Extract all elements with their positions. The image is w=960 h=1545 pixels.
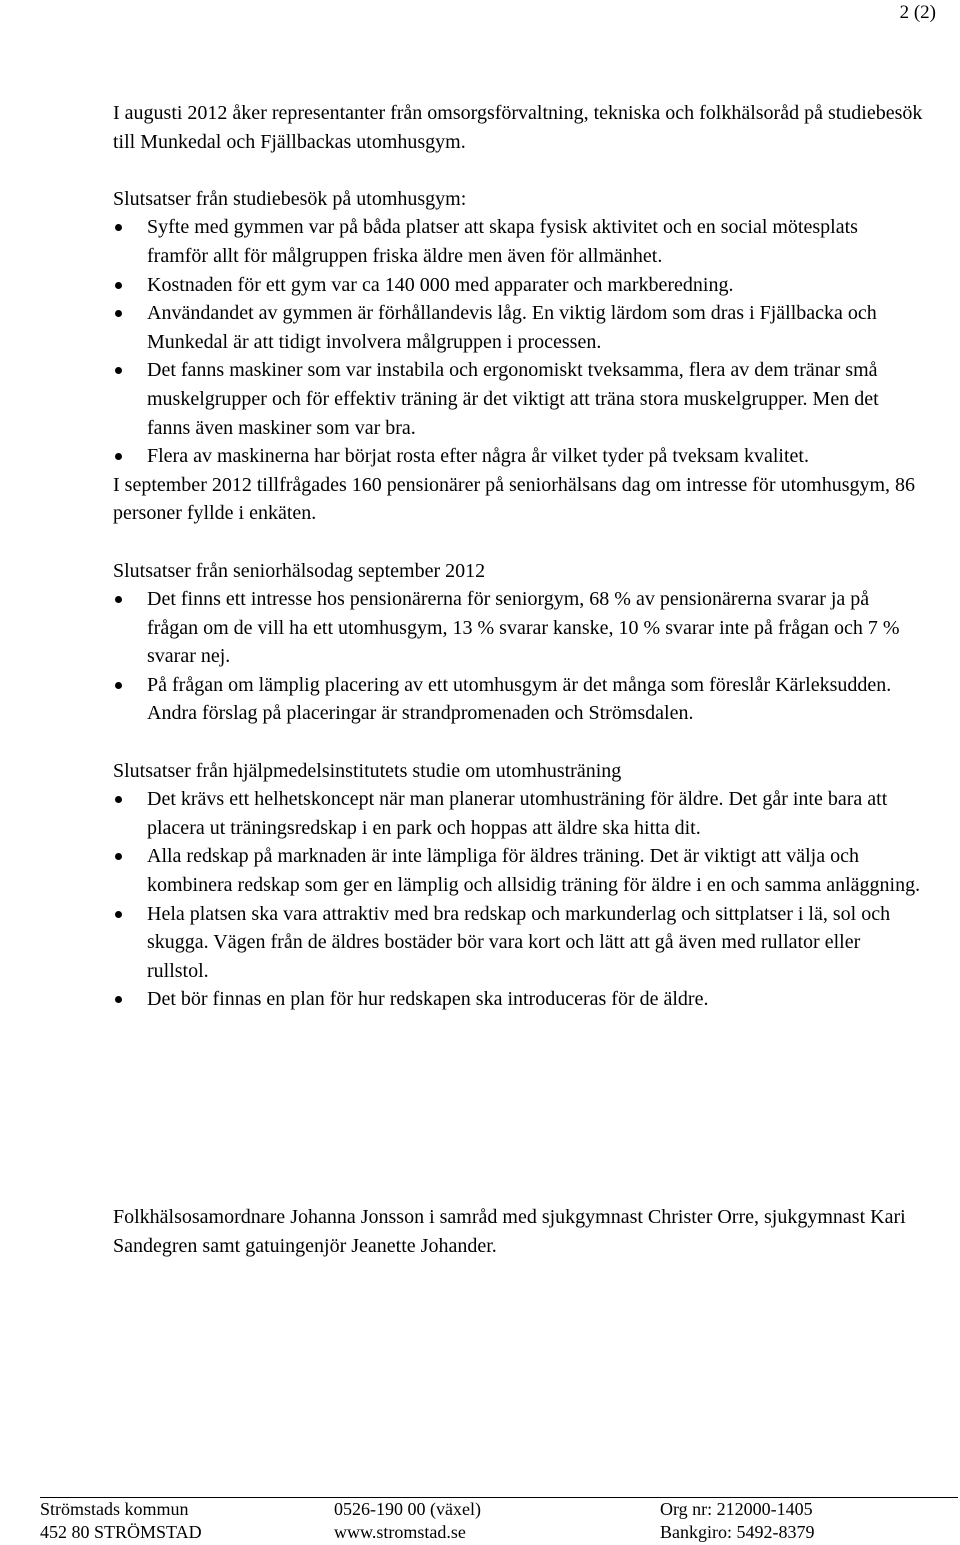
footer-address: 452 80 STRÖMSTAD [40,1522,202,1542]
list-item: Det fanns maskiner som var instabila och ergonomiskt tveksamma, flera av dem tränar små muskelgrupper och för effektiv träning är det viktigt att träna stora muskelgrupper. Men det fanns även maskiner som var bra. [113,356,923,442]
bullet-list-hjalpmedelsinstitutet [113,785,923,1014]
footer-row-1 [40,1498,958,1521]
signature-paragraph: Folkhälsosamordnare Johanna Jonsson i samråd med sjukgymnast Christer Orre, sjukgymnast Kari Sandegren samt gatuingenjör Jeanette Johander. [113,1206,906,1257]
list-item: Syfte med gymmen var på båda platser att skapa fysisk aktivitet och en social mötesplats framför allt för målgruppen friska äldre men även för allmänhet. [113,213,923,270]
page-footer [40,1497,958,1544]
bullet-list-seniorhalsodag [113,585,923,728]
section-heading-seniorhalsodag: Slutsatser från seniorhälsodag september 2012 [113,559,486,582]
list-item: Flera av maskinerna har börjat rosta efter några år vilket tyder på tveksam kvalitet. [113,442,923,471]
intro-paragraph: I augusti 2012 åker representanter från omsorgsförvaltning, tekniska och folkhälsoråd på studiebesök till Munkedal och Fjällbackas utomhusgym. [113,102,923,153]
september-paragraph: I september 2012 tillfrågades 160 pensionärer på seniorhälsans dag om intresse för utomhusgym, 86 personer fyllde i enkäten. [113,473,916,525]
section-heading-studiebesok: Slutsatser från studiebesök på utomhusgym: [113,187,467,210]
footer-row-2 [40,1521,958,1544]
bullet-list-studiebesok [113,213,923,470]
list-item: Det finns ett intresse hos pensionärerna för seniorgym, 68 % av pensionärerna svarar ja på frågan om de vill ha ett utomhusgym, 13 % svarar kanske, 10 % svarar inte på frågan och 7 % svarar nej. [113,585,923,671]
list-item: Det bör finnas en plan för hur redskapen ska introduceras för de äldre. [113,985,923,1014]
footer-org-nr: Org nr: 212000-1405 [660,1499,813,1519]
list-item: Alla redskap på marknaden är inte lämpliga för äldres träning. Det är viktigt att välja och kombinera redskap som ger en lämplig och allsidig träning för äldre i en och samma anläggning. [113,842,923,899]
page-number: 2 (2) [899,2,936,23]
list-item: Användandet av gymmen är förhållandevis låg. En viktig lärdom som dras i Fjällbacka och Munkedal är att tidigt involvera målgruppen i processen. [113,299,923,356]
footer-website: www.stromstad.se [334,1522,466,1542]
list-item: Kostnaden för ett gym var ca 140 000 med apparater och markberedning. [113,271,923,300]
list-item: Det krävs ett helhetskoncept när man planerar utomhusträning för äldre. Det går inte bara att placera ut träningsredskap i en park och hoppas att äldre ska hitta dit. [113,785,923,842]
list-item: På frågan om lämplig placering av ett utomhusgym är det många som föreslår Kärleksudden. Andra förslag på placeringar är strandpromenaden och Strömsdalen. [113,671,923,728]
footer-bankgiro: Bankgiro: 5492-8379 [660,1522,815,1542]
document-body [113,99,923,1014]
section-heading-hjalpmedelsinstitutet: Slutsatser från hjälpmedelsinstitutets studie om utomhusträning [113,759,622,782]
footer-phone: 0526-190 00 (växel) [334,1499,481,1519]
footer-org-name: Strömstads kommun [40,1499,189,1519]
list-item: Hela platsen ska vara attraktiv med bra redskap och markunderlag och sittplatser i lä, sol och skugga. Vägen från de äldres bostäder bör vara kort och lätt att gå även med rullator eller rullstol. [113,900,923,986]
